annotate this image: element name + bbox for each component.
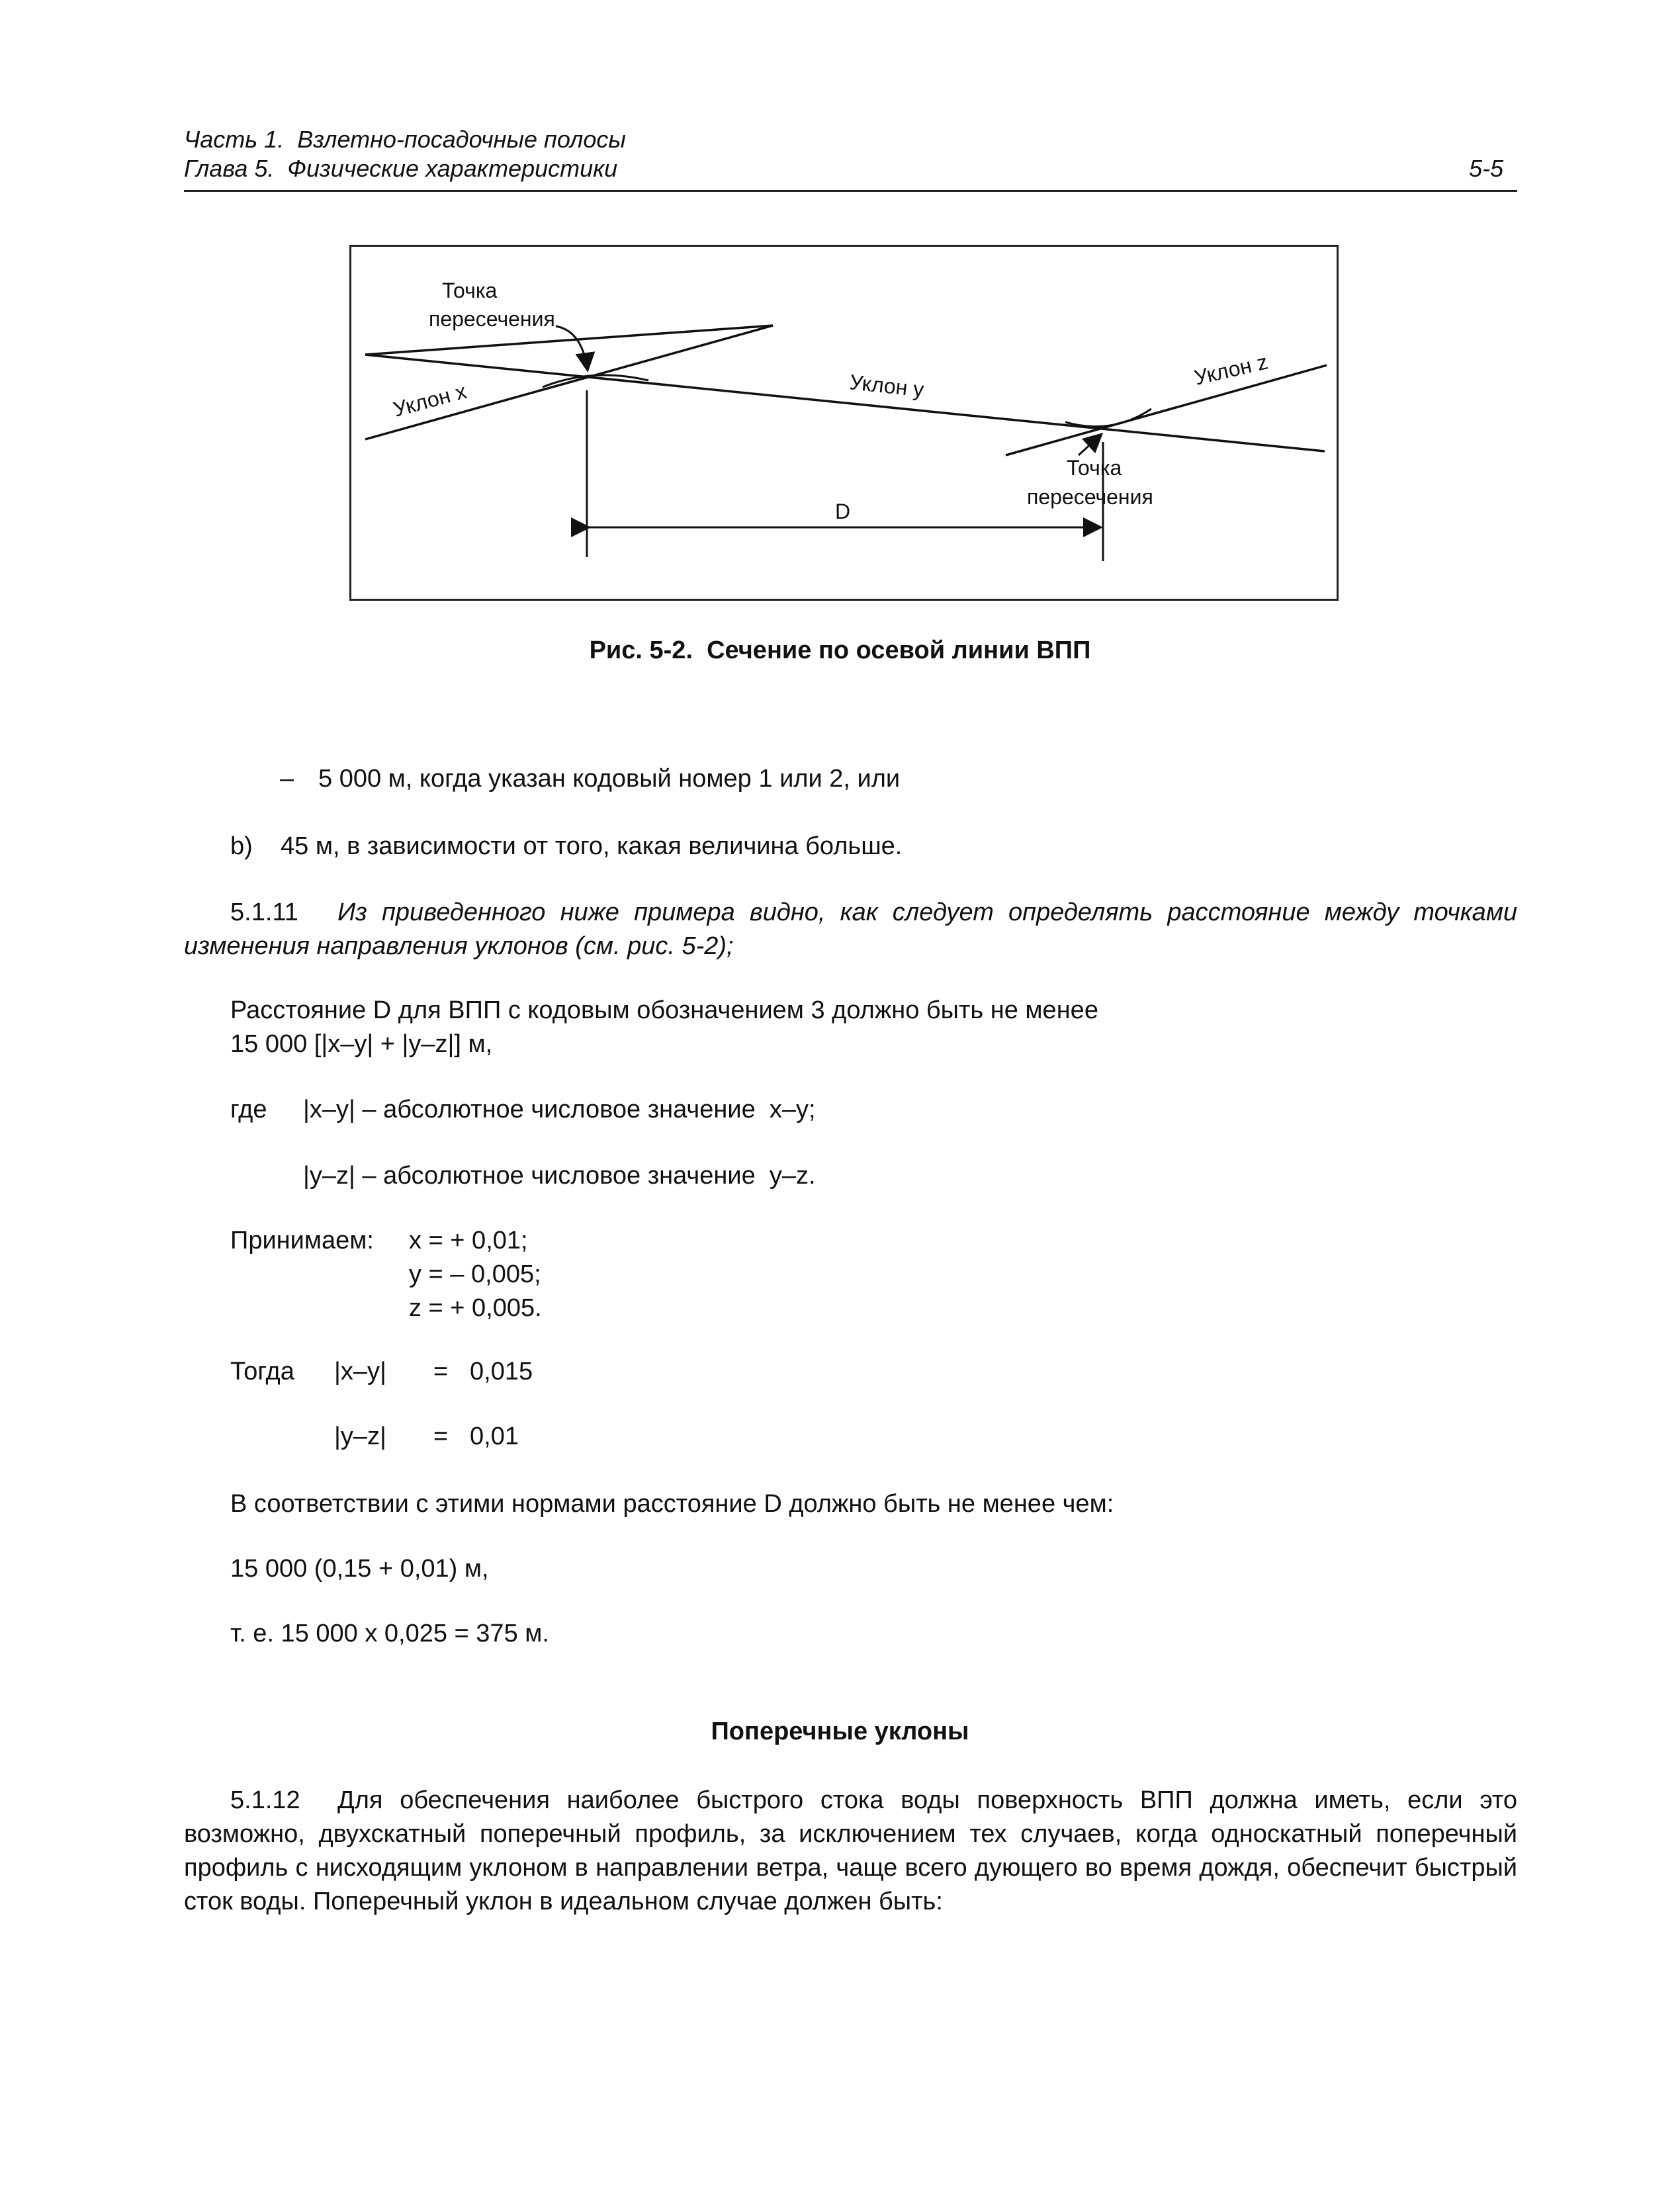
result-text: т. е. 15 000 x 0,025 = 375 м. [230,1620,549,1647]
section-heading: Поперечные уклоны [711,1718,969,1745]
figure-caption: Рис. 5-2. Сечение по осевой линии ВПП [589,636,1091,664]
slope-x-line [365,326,773,355]
intersection-1-label-line1: Точка [442,279,498,302]
header-part: Часть 1. Взлетно-посадочные полосы [184,126,626,153]
p-5-1-11-number: 5.1.11 [230,898,298,926]
where-word: где [230,1096,267,1123]
intersection-2-label-line2: пересечения [1027,485,1153,509]
then-1-value: 0,015 [470,1358,533,1385]
then-1-eq: = [433,1358,449,1385]
header-chapter: Глава 5. Физические характеристики [184,155,618,182]
accept-x: x = + 0,01; [409,1227,528,1254]
slope-z-line [1006,365,1327,455]
distance-line-1: Расстояние D для ВПП с кодовым обозначением 3 должно быть не менее [230,996,1098,1024]
accept-z: z = + 0,005. [409,1294,542,1322]
then-1-left: |x–y| [334,1358,386,1385]
item-b-text: 45 м, в зависимости от того, какая величина больше. [281,832,903,860]
then-2-eq: = [433,1422,449,1450]
slope-y-line [365,355,1325,451]
slope-x-label: Уклон x [390,378,469,421]
then-word: Тогда [230,1358,294,1385]
item-b-marker: b) [230,832,253,860]
slope-z-label: Уклон z [1192,349,1270,390]
slope-x-extension-line [365,326,773,439]
intersection-1-arrow [556,326,588,371]
p-5-1-11-text: Из приведенного ниже примера видно, как следует определять расстояние между точками изменения направления уклонов (см. рис. 5-2); [184,898,1517,960]
bullet-dash: – [280,765,294,793]
runway-profile-diagram [0,0,1680,662]
distance-line-2: 15 000 [|x–y| + |y–z|] м, [230,1030,493,1058]
distance-d-label: D [835,500,851,523]
bullet-item-1: 5 000 м, когда указан кодовый номер 1 или 2, или [318,765,901,793]
intersection-2-label-line1: Точка [1067,456,1122,480]
intersection-1-label-line2: пересечения [429,307,555,331]
slope-y-label: Уклон y [848,370,926,402]
formula-text: 15 000 (0,15 + 0,01) м, [230,1555,489,1583]
accept-y: y = – 0,005; [409,1260,541,1288]
where-1: |x–y| – абсолютное числовое значение x–y; [303,1096,816,1123]
p-5-1-12-number: 5.1.12 [230,1786,300,1814]
where-2: |y–z| – абсолютное числовое значение y–z. [303,1162,816,1190]
then-2-left: |y–z| [334,1422,386,1450]
page-number: 5-5 [1469,155,1504,182]
then-2-value: 0,01 [470,1422,519,1450]
intersection-2-arrow [1079,434,1102,455]
p-5-1-12-text: Для обеспечения наиболее быстрого стока воды поверхность ВПП должна иметь, если это возможно, двухскатный поперечный профиль, за исключением тех случаев, когда односкатный поперечный профиль с нисходящим уклоном в направлении ветра, чаще всего дующего во время дождя, обеспечит быстрый сток воды. Поперечный уклон в идеальном случае должен быть: [184,1786,1517,1915]
accept-word: Принимаем: [230,1227,374,1254]
accordance-text: В соответствии с этими нормами расстояние D должно быть не менее чем: [230,1490,1114,1518]
